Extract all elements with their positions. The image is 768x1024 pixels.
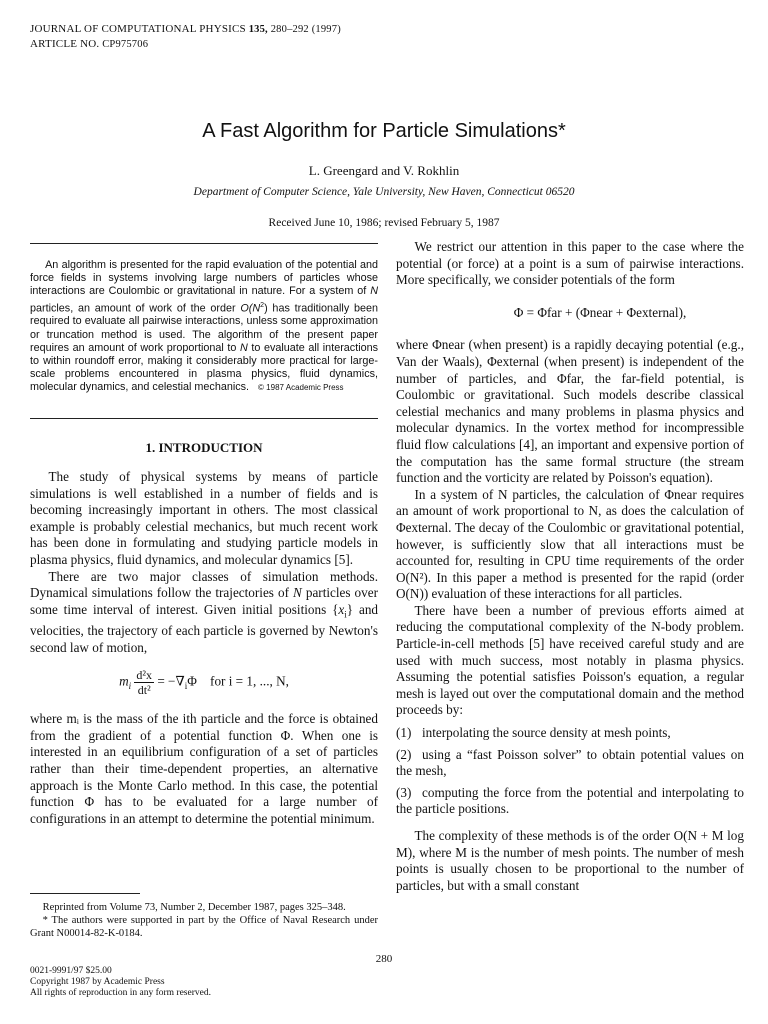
abstract-top-rule [30, 243, 378, 244]
abstract [30, 259, 378, 395]
left-column-body [30, 469, 378, 827]
footnote-funding: * The authors were supported in part by the Office of Naval Research under Grant N00014-82-K-0184. [30, 915, 378, 939]
method-step-2: (2) using a “fast Poisson solver” to obtain potential values on the mesh, [396, 746, 744, 779]
abstract-text: An algorithm is presented for the rapid evaluation of the potential and force fields in systems involving large numbers of particles whose interactions are Coulombic or gravitational in nature. For a system of N particles, an amount of work of the order $O(N^2)$ has traditionally been required to evaluate all pairwise interactions, unless some approximation or truncation method is used. The algorithm of the present paper requires an amount of work proportional to N to evaluate all interactions to within roundoff error, making it considerably more practical for large-scale problems encountered in plasma physics, fluid dynamics, molecular dynamics, and celestial mechanics. © 1987 Academic Press [30, 259, 378, 394]
right-paragraph-5: The complexity of these methods is of the order O(N + M log M), where M is the number of mesh points. The number of mesh points is usually chosen to be proportional to the number of particles, but with a small constant [396, 828, 744, 893]
intro-paragraph-1: The study of physical systems by means of particle simulations is well established in a number of fields and is becoming increasingly important in others. The most classical example is probably celestial mechanics, but much recent work has been done in formulating and studying particle models in plasma physics, fluid dynamics, and molecular dynamics [5]. [30, 469, 378, 567]
equation-newton: $m_i$ $\frac{\text{d²x}}{\text{dt²}}$ = $-\nabla_i\Phi$ for i = 1, ..., N, [119, 668, 289, 698]
article-number [30, 37, 341, 52]
journal-name: JOURNAL OF COMPUTATIONAL PHYSICS [30, 23, 246, 35]
journal-volume: 135, [248, 24, 268, 35]
right-column-body [396, 239, 744, 894]
journal-citation [30, 22, 341, 37]
journal-header [30, 22, 341, 52]
rights-line: All rights of reproduction in any form reserved. [30, 988, 211, 998]
paper-title: A Fast Algorithm for Particle Simulations* [202, 120, 566, 142]
affiliation: Department of Computer Science, Yale University, New Haven, Connecticut 06520 [193, 186, 575, 198]
method-step-3: (3) computing the force from the potential and interpolating to the particle positions. [396, 784, 744, 817]
copyright-block [30, 966, 211, 999]
abstract-bottom-rule [30, 418, 378, 419]
second-derivative-fraction: $\frac{\text{d²x}}{\text{dt²}}$ [136, 668, 153, 698]
footnotes [30, 901, 378, 940]
equation-potential: Φ = Φfar + (Φnear + Φexternal), [513, 304, 687, 320]
article-label: ARTICLE NO. [30, 38, 100, 50]
received-date: Received June 10, 1986; revised February 5, 1987 [268, 217, 500, 229]
copyright-line: Copyright 1987 by Academic Press [30, 977, 165, 987]
section-heading-introduction: 1. INTRODUCTION [145, 440, 263, 455]
intro-paragraph-3: where mᵢ is the mass of the ith particle and the force is obtained from the gradient of a potential function Φ. When one is interested in an equilibrium configuration of a set of particles rather than their time-dependent properties, an alternative approach is the Monte Carlo method. In this case, the potential function Φ has to be evaluated for a large number of configurations in an attempt to determine the potential minimum. [30, 711, 378, 826]
footnote-reprint: Reprinted from Volume 73, Number 2, December 1987, pages 325–348. [42, 902, 346, 913]
right-paragraph-3: In a system of N particles, the calculation of Φnear requires an amount of work proportional to N, as does the calculation of Φexternal. The decay of the Coulombic or gravitational potential, however, is sufficiently slow that all interactions must be accounted for, resulting in CPU time requirements of the order O(N²). In this paper a method is presented for the rapid (order O(N)) evaluation of these interactions for all particles. [396, 486, 744, 602]
intro-paragraph-2: There are two major classes of simulation methods. Dynamical simulations follow the trajectories of N particles over some time interval of interest. Given initial positions $\{x_i\}$ and velocities, the trajectory of each particle is governed by Newton's second law of motion, [30, 568, 379, 655]
abstract-copyright: © 1987 Academic Press [258, 383, 344, 393]
journal-pages: 280–292 (1997) [270, 24, 341, 35]
right-paragraph-4: There have been a number of previous efforts aimed at reducing the computational complexity of the N-body problem. Particle-in-cell methods [5] have received careful study and are used with much success, most notably in plasma physics. Assuming the potential satisfies Poisson's equation, a regular mesh is layed out over the computational domain and the method proceeds by: [396, 602, 744, 718]
method-step-1: (1) interpolating the source density at mesh points, [396, 725, 671, 741]
page-number: 280 [375, 953, 393, 965]
right-paragraph-1: We restrict our attention in this paper to the case where the potential (or force) at a point is a sum of pairwise interactions. More specifically, we consider potentials of the form [396, 239, 744, 288]
right-paragraph-2: where Φnear (when present) is a rapidly decaying potential (e.g., Van der Waals), Φexternal (when present) is independent of the number of particles, and Φfar, the far-field potential, is Coulombic or gravitational. Such models describe classical celestial mechanics and many problems in plasma physics and molecular dynamics. In the vortex method for incompressible fluid flow calculations [4], an important and expensive portion of the computation has the same formal structure (the stream function and the vorticity are related by Poisson's equation). [396, 337, 744, 486]
footnote-rule [30, 893, 140, 894]
article-id: CP975706 [102, 39, 149, 50]
issn-price: 0021-9991/97 $25.00 [30, 966, 112, 976]
authors: L. Greengard and V. Rokhlin [308, 163, 460, 178]
